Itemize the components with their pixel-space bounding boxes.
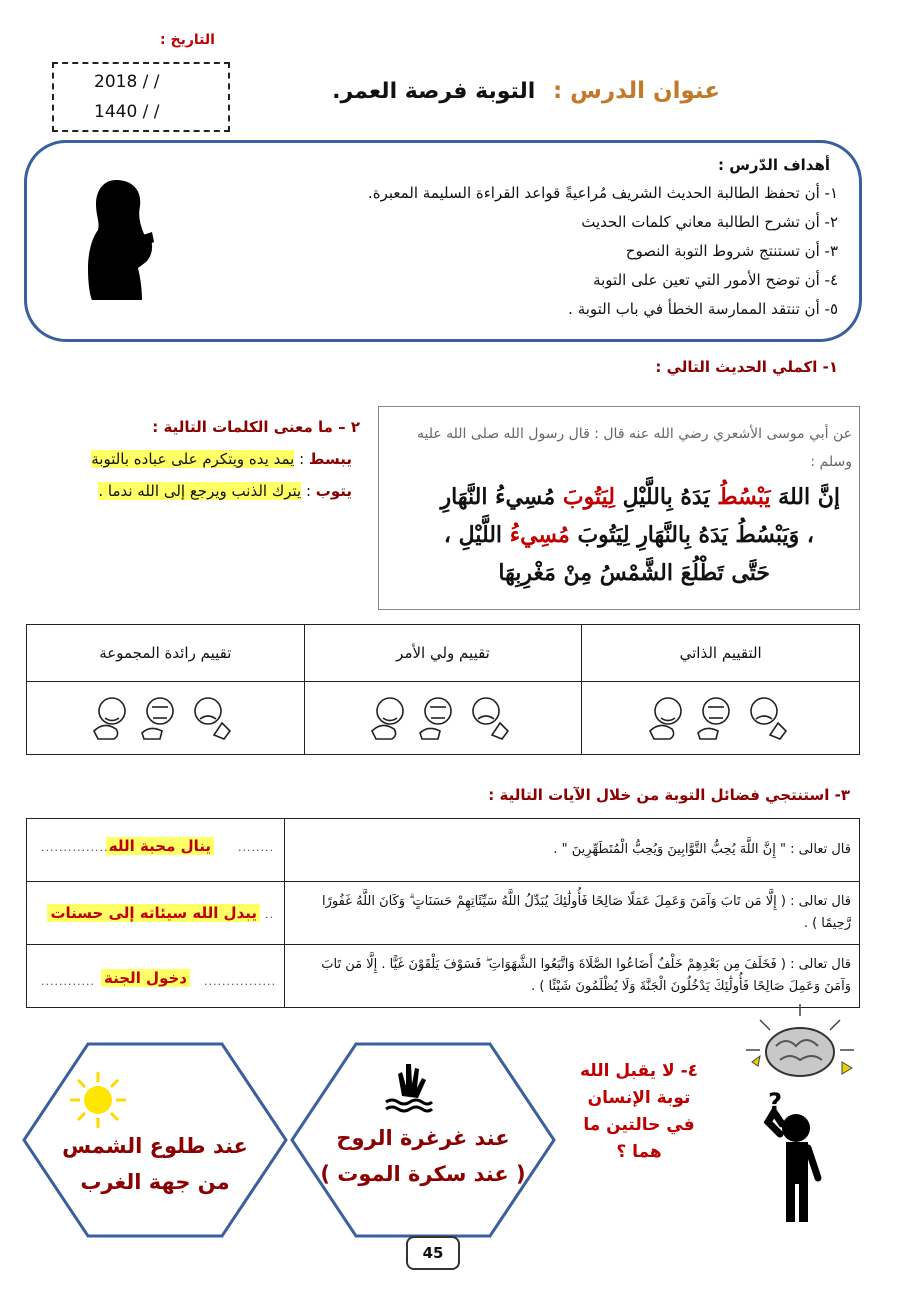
hijri-date: 1440 / / — [94, 102, 160, 122]
answer-cell — [27, 945, 285, 1008]
answer1-text — [308, 1120, 538, 1192]
answer2-text — [40, 1128, 270, 1200]
answer-cell — [27, 819, 285, 882]
objective-item: ٣- أن تستنتج شروط التوبة النصوح — [625, 242, 838, 260]
verses-table — [26, 818, 860, 1008]
hadith-text: يَدَهُ بِاللَّيْلِ — [614, 484, 718, 510]
hadith-line-3: حَتَّى تَطْلُعَ الشَّمْسُ مِنْ مَغْرِبِهَا — [498, 560, 770, 586]
rating-faces-icon[interactable] — [368, 691, 518, 741]
hadith-intro: عن أبي موسى الأشعري رضي الله عنه قال : قال رسول الله صلى الله عليه وسلم : — [416, 426, 852, 470]
evaluation-table — [26, 624, 860, 755]
objectives-heading: أهداف الدّرس : — [718, 156, 830, 174]
rating-faces-icon[interactable] — [646, 691, 796, 741]
hadith-highlight: لِيَتُوبَ — [562, 484, 615, 510]
answer1-line: ( عند سكرة الموت ) — [320, 1162, 526, 1186]
answer-text: دخول الجنة — [101, 969, 190, 987]
eval-header-parent: تقييم ولي الأمر — [304, 625, 582, 682]
eval-faces-cell[interactable] — [27, 682, 305, 755]
answer-dots: .. — [265, 908, 274, 921]
section2-title: ٢ – ما معنى الكلمات التالية : — [152, 418, 360, 436]
hadith-line-2 — [444, 522, 814, 548]
answer1-line: عند غرغرة الروح — [336, 1126, 510, 1150]
sun-icon — [68, 1070, 128, 1130]
eval-header-leader: تقييم رائدة المجموعة — [27, 625, 305, 682]
thinking-man-icon — [730, 1000, 870, 1226]
answer-dots: ................... — [41, 841, 127, 854]
eval-faces-cell[interactable] — [304, 682, 582, 755]
section4-question — [574, 1058, 704, 1166]
date-label: التاريخ : — [160, 32, 215, 48]
answer-dots: ........ — [238, 841, 274, 854]
question-line: في حالتين ما — [583, 1115, 695, 1135]
objective-item: ٤- أن توضح الأمور التي تعين على التوبة — [593, 271, 838, 289]
word-sep: : — [294, 450, 309, 468]
section1-title: ١- اكملي الحديث التالي : — [655, 358, 838, 376]
word-meaning: يترك الذنب ويرجع إلى الله ندما . — [98, 482, 302, 500]
lesson-title — [332, 78, 720, 104]
word-term: يبسط — [308, 450, 352, 468]
answer-dots: ............ — [41, 975, 95, 988]
word-definition — [91, 450, 352, 468]
question-line: ٤- لا يقبل الله — [579, 1061, 699, 1081]
hadith-text: اللَّيْلِ ، — [443, 522, 510, 548]
verse-cell: قال تعالى : ( إِلَّا مَن تَابَ وَآمَنَ وَعَمِلَ عَمَلًا صَالِحًا فَأُولَٰئِكَ يُبَدِّلُ اللَّهُ سَيِّئَاتِهِمْ حَسَنَاتٍ ۗ وَكَانَ اللَّهُ غَفُورًا رَّحِيمًا ) . — [285, 882, 860, 945]
word-meaning: يمد يده ويتكرم على عباده بالتوبة — [91, 450, 295, 468]
word-definition — [98, 482, 352, 500]
hadith-highlight: يَبْسُطُ — [717, 484, 771, 510]
page-number: 45 — [406, 1236, 460, 1270]
hadith-text: مُسِيءُ النَّهَارِ — [440, 484, 563, 510]
rating-faces-icon[interactable] — [90, 691, 240, 741]
date-box — [52, 62, 230, 132]
lesson-title-text: التوبة فرصة العمر. — [332, 79, 536, 104]
eval-faces-cell[interactable] — [582, 682, 860, 755]
drowning-hand-icon — [384, 1060, 434, 1116]
word-sep: : — [301, 482, 316, 500]
svg-text:?: ? — [768, 1088, 782, 1116]
answer-text: يبدل الله سيئاته إلى حسنات — [47, 904, 260, 922]
eval-header-self: التقييم الذاتي — [582, 625, 860, 682]
question-line: توبة الإنسان — [587, 1088, 691, 1108]
lesson-title-label: عنوان الدرس : — [552, 78, 720, 104]
objective-item: ٢- أن تشرح الطالبة معاني كلمات الحديث — [581, 213, 838, 231]
answer-dots: ................ — [204, 975, 276, 988]
hadith-highlight: مُسِيءُ — [509, 522, 570, 548]
answer2-line: عند طلوع الشمس — [62, 1134, 248, 1158]
praying-girl-icon — [80, 176, 160, 302]
section3-title: ٣- استنتجي فضائل التوبة من خلال الآيات التالية : — [488, 786, 850, 804]
objective-item: ١- أن تحفظ الطالبة الحديث الشريف مُراعيةً قواعد القراءة السليمة المعبرة. — [367, 184, 838, 202]
question-line: هما ؟ — [616, 1142, 662, 1162]
hadith-line-1 — [441, 484, 840, 510]
gregorian-date: 2018 / / — [94, 72, 160, 92]
hadith-text: ، وَيَبْسُطُ يَدَهُ بِالنَّهَارِ لِيَتُوبَ — [569, 522, 814, 548]
objective-item: ٥- أن تنتقد الممارسة الخطأ في باب التوبة . — [568, 300, 838, 318]
verse-cell: قال تعالى : " إِنَّ اللَّهَ يُحِبُّ التَّوَّابِينَ وَيُحِبُّ الْمُتَطَهِّرِينَ " . — [285, 819, 860, 882]
answer2-line: من جهة الغرب — [80, 1170, 230, 1194]
verse-cell: قال تعالى : ( فَخَلَفَ مِن بَعْدِهِمْ خَلْفٌ أَضَاعُوا الصَّلَاةَ وَاتَّبَعُوا الشَّهَوَاتِ ۖ فَسَوْفَ يَلْقَوْنَ غَيًّا . إِلَّا مَن تَابَ وَآمَنَ وَعَمِلَ صَالِحًا فَأُولَٰئِكَ يَدْخُلُونَ الْجَنَّةَ وَلَا يُظْلَمُونَ شَيْئًا ) . — [285, 945, 860, 1008]
answer-cell — [27, 882, 285, 945]
answer-text: ينال محبة الله — [106, 837, 214, 855]
word-term: يتوب — [315, 482, 352, 500]
hadith-text: إنَّ اللهَ — [770, 484, 840, 510]
